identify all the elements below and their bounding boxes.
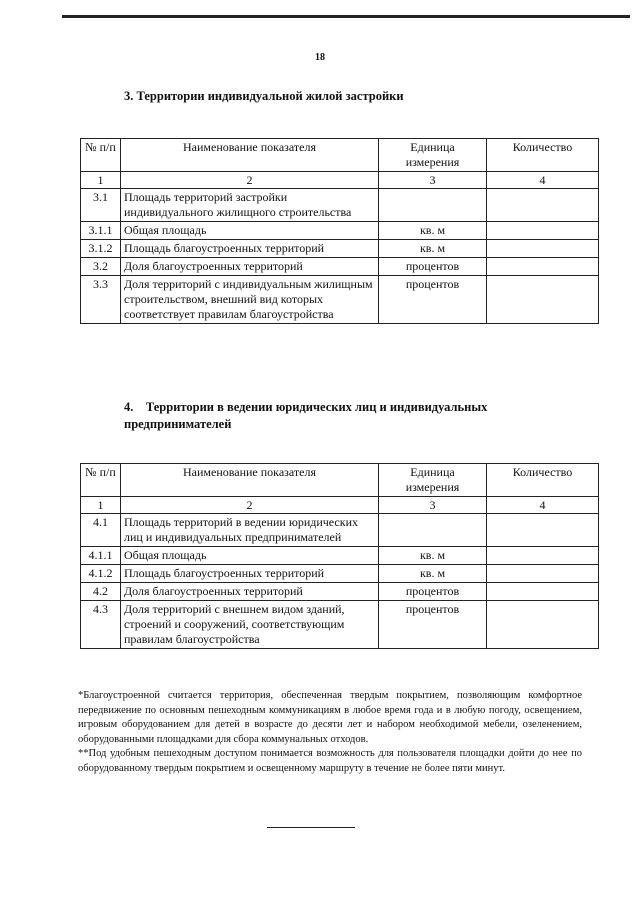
top-rule xyxy=(62,15,630,18)
row-num: 3.3 xyxy=(81,276,121,324)
table-index-row xyxy=(81,172,599,189)
header-num: № п/п xyxy=(81,139,121,172)
row-num: 3.1 xyxy=(81,189,121,222)
table-header-row xyxy=(81,139,599,172)
row-num: 4.1 xyxy=(81,514,121,547)
table-section-3 xyxy=(80,138,599,324)
row-unit: процентов xyxy=(379,601,487,649)
row-unit: кв. м xyxy=(379,547,487,565)
index-cell: 1 xyxy=(81,497,121,514)
table-row xyxy=(81,258,599,276)
index-cell: 1 xyxy=(81,172,121,189)
row-unit: процентов xyxy=(379,258,487,276)
table-row xyxy=(81,547,599,565)
section-3-title: 3. Территории индивидуальной жилой застройки xyxy=(124,89,404,103)
row-unit: кв. м xyxy=(379,565,487,583)
row-num: 4.3 xyxy=(81,601,121,649)
table-row xyxy=(81,565,599,583)
header-name: Наименование показателя xyxy=(121,139,379,172)
index-cell: 4 xyxy=(487,497,599,514)
index-cell: 2 xyxy=(121,497,379,514)
index-cell: 2 xyxy=(121,172,379,189)
bottom-rule xyxy=(267,827,355,828)
row-unit: кв. м xyxy=(379,240,487,258)
row-qty xyxy=(487,547,599,565)
footnote-landscaped: *Благоустроенной считается территория, обеспеченная твердым покрытием, позволяющим комфортное передвижение по основным пешеходным коммуникациям в любое время года и в любую погоду, освещением, игровым оборудованием для детей в возрасте до десяти лет и набором необходимой мебели, озеленением, оборудованными площадками для сбора коммунальных отходов. xyxy=(78,690,582,745)
footnotes xyxy=(78,689,582,776)
index-cell: 3 xyxy=(379,172,487,189)
row-qty xyxy=(487,601,599,649)
row-name: Доля благоустроенных территорий xyxy=(121,258,379,276)
row-qty xyxy=(487,240,599,258)
row-unit: процентов xyxy=(379,276,487,324)
table-row xyxy=(81,276,599,324)
footnote-pedestrian-access: **Под удобным пешеходным доступом понимается возможность для пользователя площадки дойти до нее по оборудованному твердым покрытием и освещенному маршруту в течение не более пяти минут. xyxy=(78,748,582,774)
row-num: 4.2 xyxy=(81,583,121,601)
header-name: Наименование показателя xyxy=(121,464,379,497)
header-num: № п/п xyxy=(81,464,121,497)
index-cell: 3 xyxy=(379,497,487,514)
page-number: 18 xyxy=(315,52,325,63)
header-unit: Единица измерения xyxy=(379,139,487,172)
row-unit xyxy=(379,514,487,547)
row-qty xyxy=(487,276,599,324)
row-num: 3.1.1 xyxy=(81,222,121,240)
table-row xyxy=(81,601,599,649)
table-row xyxy=(81,189,599,222)
row-name: Площадь территорий застройки индивидуального жилищного строительства xyxy=(121,189,379,222)
row-name: Общая площадь xyxy=(121,547,379,565)
row-num: 3.2 xyxy=(81,258,121,276)
row-num: 3.1.2 xyxy=(81,240,121,258)
row-name: Общая площадь xyxy=(121,222,379,240)
row-qty xyxy=(487,189,599,222)
table-header-row xyxy=(81,464,599,497)
index-cell: 4 xyxy=(487,172,599,189)
table-row xyxy=(81,514,599,547)
row-unit: кв. м xyxy=(379,222,487,240)
row-num: 4.1.2 xyxy=(81,565,121,583)
row-qty xyxy=(487,258,599,276)
header-qty: Количество xyxy=(487,464,599,497)
table-section-4 xyxy=(80,463,599,649)
table-row xyxy=(81,222,599,240)
row-qty xyxy=(487,514,599,547)
row-unit: процентов xyxy=(379,583,487,601)
row-name: Площадь благоустроенных территорий xyxy=(121,565,379,583)
section-4-title: 4. Территории в ведении юридических лиц и индивидуальных предпринимателей xyxy=(124,400,491,431)
table-row xyxy=(81,240,599,258)
row-name: Доля территорий с индивидуальным жилищным строительством, внешний вид которых соответствует правилам благоустройства xyxy=(121,276,379,324)
row-qty xyxy=(487,565,599,583)
row-name: Площадь территорий в ведении юридических лиц и индивидуальных предпринимателей xyxy=(121,514,379,547)
row-num: 4.1.1 xyxy=(81,547,121,565)
header-unit: Единица измерения xyxy=(379,464,487,497)
table-index-row xyxy=(81,497,599,514)
row-qty xyxy=(487,583,599,601)
row-name: Доля благоустроенных территорий xyxy=(121,583,379,601)
row-qty xyxy=(487,222,599,240)
row-name: Доля территорий с внешнем видом зданий, строений и сооружений, соответствующим правилам благоустройства xyxy=(121,601,379,649)
table-row xyxy=(81,583,599,601)
row-unit xyxy=(379,189,487,222)
row-name: Площадь благоустроенных территорий xyxy=(121,240,379,258)
header-qty: Количество xyxy=(487,139,599,172)
